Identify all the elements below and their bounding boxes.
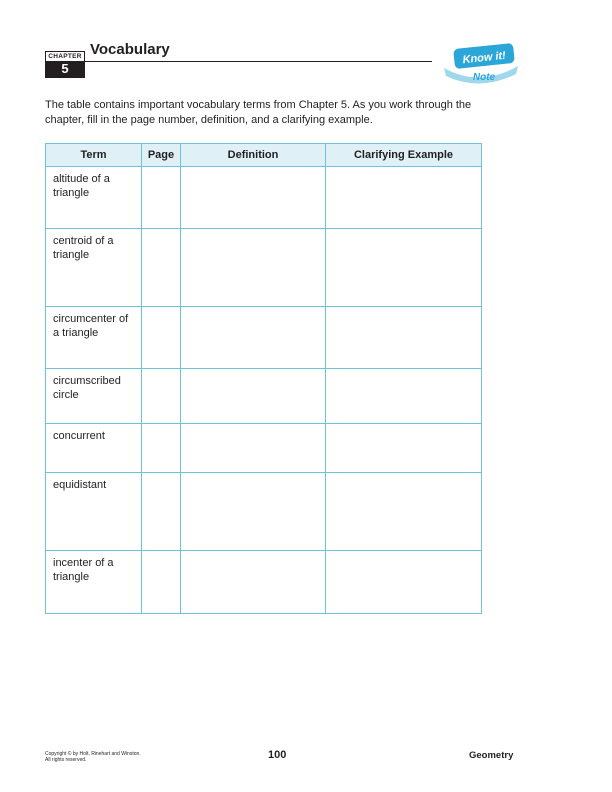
definition-cell[interactable] — [181, 473, 326, 551]
chapter-label: CHAPTER — [46, 52, 84, 61]
rights-line: All rights reserved. — [45, 757, 87, 763]
chapter-number: 5 — [46, 61, 84, 77]
example-cell[interactable] — [326, 307, 482, 369]
title-divider — [84, 61, 432, 62]
term-cell: circumcenter of a triangle — [46, 307, 142, 369]
term-cell: incenter of a triangle — [46, 551, 142, 614]
page-number: 100 — [268, 749, 287, 761]
table-row — [46, 369, 482, 424]
know-it-notebook-logo — [440, 40, 520, 90]
chapter-badge — [45, 51, 85, 78]
table-row — [46, 229, 482, 307]
page-cell[interactable] — [142, 229, 181, 307]
table-row — [46, 307, 482, 369]
column-header-page: Page — [142, 144, 181, 167]
table-row — [46, 167, 482, 229]
copyright-notice — [45, 751, 195, 763]
term-cell: circumscribed circle — [46, 369, 142, 424]
page-title: Vocabulary — [90, 41, 170, 58]
example-cell[interactable] — [326, 424, 482, 473]
definition-cell[interactable] — [181, 424, 326, 473]
example-cell[interactable] — [326, 167, 482, 229]
example-cell[interactable] — [326, 229, 482, 307]
page-cell[interactable] — [142, 307, 181, 369]
column-header-term: Term — [46, 144, 142, 167]
term-cell: equidistant — [46, 473, 142, 551]
column-header-definition: Definition — [181, 144, 326, 167]
example-cell[interactable] — [326, 551, 482, 614]
example-cell[interactable] — [326, 369, 482, 424]
table-header-row — [46, 144, 482, 167]
logo-text-note: Note — [472, 72, 496, 83]
example-cell[interactable] — [326, 473, 482, 551]
definition-cell[interactable] — [181, 167, 326, 229]
vocabulary-table — [45, 143, 482, 614]
logo-text-know-it: Know it! — [462, 49, 507, 67]
definition-cell[interactable] — [181, 551, 326, 614]
table-row — [46, 551, 482, 614]
page-cell[interactable] — [142, 369, 181, 424]
definition-cell[interactable] — [181, 307, 326, 369]
table-row — [46, 424, 482, 473]
table-row — [46, 473, 482, 551]
copyright-line: Copyright © by Holt, Rinehart and Winston. — [45, 751, 141, 757]
term-cell: concurrent — [46, 424, 142, 473]
page-cell[interactable] — [142, 473, 181, 551]
column-header-clarifying-example: Clarifying Example — [326, 144, 482, 167]
term-cell: centroid of a triangle — [46, 229, 142, 307]
term-cell: altitude of a triangle — [46, 167, 142, 229]
page-cell[interactable] — [142, 424, 181, 473]
definition-cell[interactable] — [181, 369, 326, 424]
page-cell[interactable] — [142, 551, 181, 614]
definition-cell[interactable] — [181, 229, 326, 307]
page-cell[interactable] — [142, 167, 181, 229]
subject-label: Geometry — [469, 750, 514, 761]
instructions: The table contains important vocabulary terms from Chapter 5. As you work through the chapter, fill in the page number, definition, and a clarifying example. — [45, 99, 472, 126]
